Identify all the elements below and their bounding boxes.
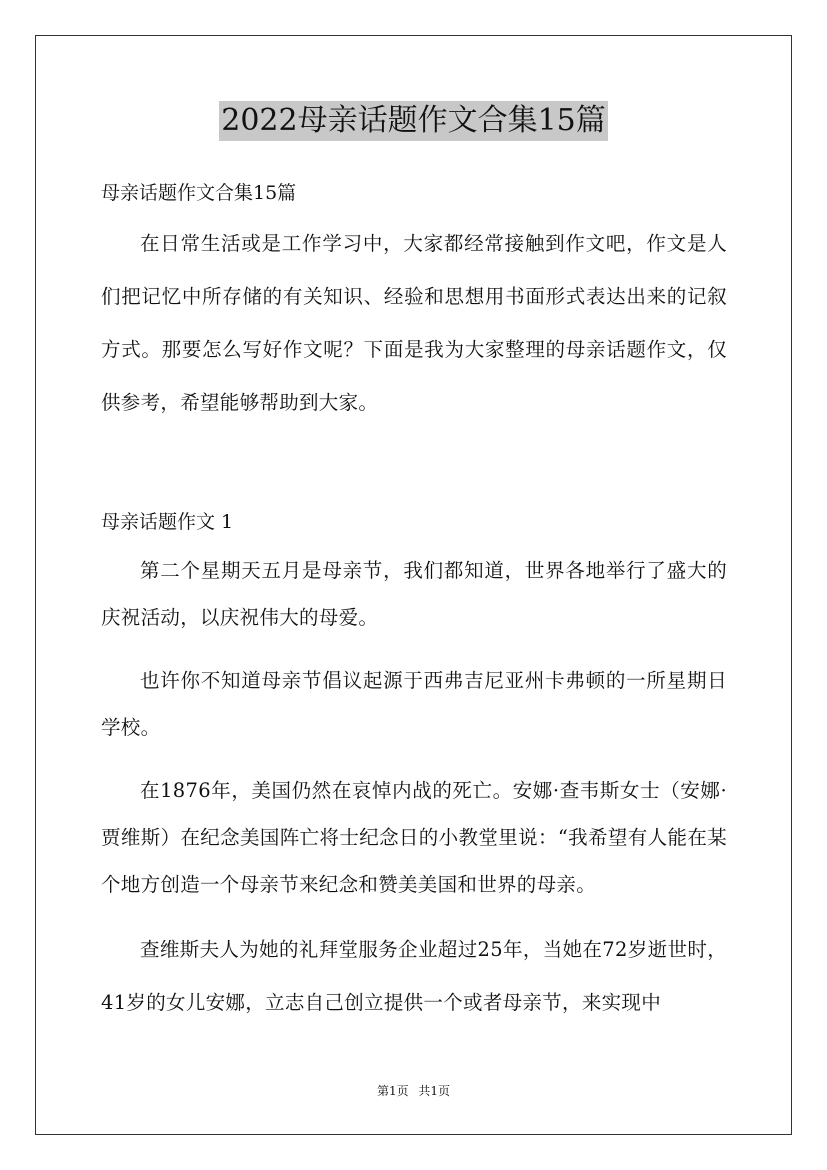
intro-paragraph: 在日常生活或是工作学习中，大家都经常接触到作文吧，作文是人们把记忆中所存储的有关知识、经验和思想用书面形式表达出来的记叙方式。那要怎么写好作文呢？下面是我为大家整理的母亲话题作文，仅供参考，希望能够帮助到大家。 <box>101 232 727 414</box>
document-title: 2022母亲话题作文合集15篇 <box>219 101 608 141</box>
body-paragraph-1: 第二个星期天五月是母亲节，我们都知道，世界各地举行了盛大的庆祝活动，以庆祝伟大的母爱。 <box>101 559 727 629</box>
section-heading: 母亲话题作文 1 <box>101 511 234 533</box>
page-total: 共1页 <box>418 1084 451 1098</box>
document-subtitle: 母亲话题作文合集15篇 <box>101 182 297 204</box>
page-footer <box>0 1083 827 1099</box>
body-paragraph-4: 查维斯夫人为她的礼拜堂服务企业超过25年，当她在72岁逝世时，41岁的女儿安娜，立志自己创立提供一个或者母亲节，来实现中 <box>101 938 727 1014</box>
body-paragraph-3: 在1876年，美国仍然在哀悼内战的死亡。安娜·查韦斯女士（安娜·贾维斯）在纪念美国阵亡将士纪念日的小教堂里说：“我希望有人能在某个地方创造一个母亲节来纪念和赞美美国和世界的母亲。 <box>101 779 727 896</box>
body-paragraph-2: 也许你不知道母亲节倡议起源于西弗吉尼亚州卡弗顿的一所星期日学校。 <box>101 669 727 739</box>
title-container <box>0 101 827 141</box>
page-number: 第1页 <box>376 1084 409 1098</box>
